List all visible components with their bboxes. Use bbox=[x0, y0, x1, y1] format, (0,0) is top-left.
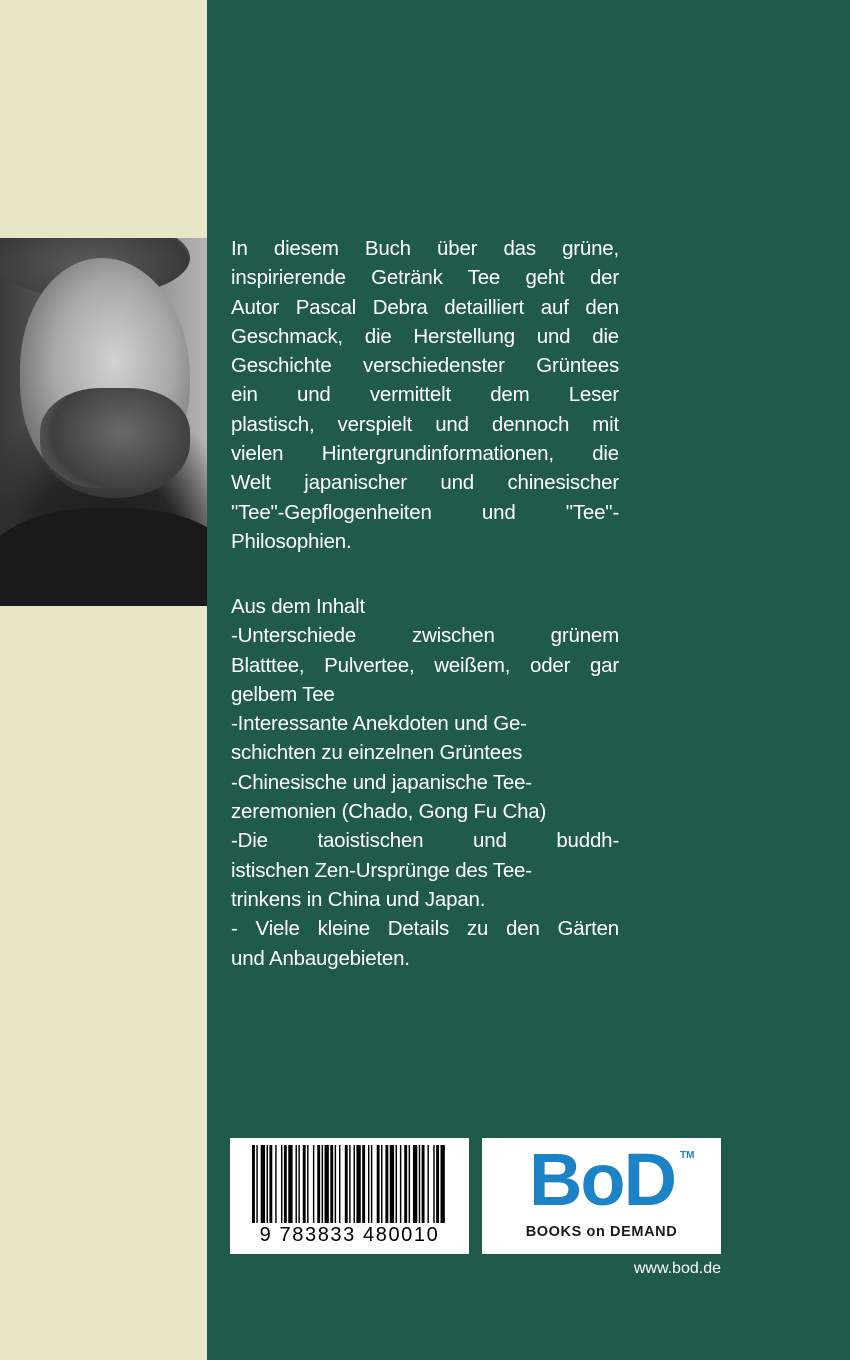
publisher-tagline: BOOKS on DEMAND bbox=[525, 1224, 678, 1240]
blurb-line: vielen Hintergrundinformationen, die bbox=[231, 442, 619, 466]
contents-line: und Anbaugebieten. bbox=[231, 946, 410, 970]
contents-line: -Interessante Anekdoten und Ge- bbox=[231, 712, 527, 736]
publisher-logo bbox=[482, 1138, 721, 1254]
blurb-line: Geschmack, die Herstellung und die bbox=[231, 324, 619, 348]
isbn-barcode bbox=[230, 1138, 469, 1254]
book-blurb bbox=[231, 234, 619, 556]
contents-line: istischen Zen-Ursprünge des Tee- bbox=[231, 858, 532, 882]
trademark-mark: TM bbox=[680, 1150, 695, 1161]
blurb-line: Philosophien. bbox=[231, 529, 352, 553]
blurb-line: inspirierende Getränk Tee geht der bbox=[231, 266, 619, 290]
blurb-line: In diesem Buch über das grüne, bbox=[231, 237, 619, 260]
contents-line: gelbem Tee bbox=[231, 682, 335, 706]
contents-line: -Unterschiede zwischen grünem bbox=[231, 624, 619, 648]
contents-line: -Chinesische und japanische Tee- bbox=[231, 770, 532, 794]
contents-line: Blatttee, Pulvertee, weißem, oder gar bbox=[231, 653, 619, 677]
contents-line: schichten zu einzelnen Grüntees bbox=[231, 741, 523, 765]
publisher-website: www.bod.de bbox=[633, 1260, 721, 1277]
barcode-bars-icon bbox=[252, 1145, 447, 1225]
author-photo-shirt bbox=[0, 508, 207, 606]
contents-line: - Viele kleine Details zu den Gärten bbox=[231, 917, 619, 941]
blurb-line: Welt japanischer und chinesischer bbox=[231, 471, 619, 495]
contents-heading: Aus dem Inhalt bbox=[231, 595, 365, 618]
contents-line: zeremonien (Chado, Gong Fu Cha) bbox=[231, 800, 547, 824]
author-photo-beard bbox=[40, 388, 190, 498]
blurb-line: Geschichte verschiedenster Grüntees bbox=[231, 354, 619, 378]
blurb-line: Autor Pascal Debra detailliert auf den bbox=[231, 295, 619, 319]
bod-logo-text: BoD bbox=[528, 1138, 676, 1221]
blurb-line: ein und vermittelt dem Leser bbox=[231, 383, 619, 407]
blurb-line: "Tee"-Gepflogenheiten und "Tee"- bbox=[231, 500, 619, 524]
contents-line: trinkens in China und Japan. bbox=[231, 887, 486, 911]
contents-line: -Die taoistischen und buddh- bbox=[231, 829, 619, 853]
cover-left-panel bbox=[0, 0, 207, 1360]
contents-list bbox=[231, 592, 619, 973]
barcode-digits: 9 783833 480010 bbox=[259, 1224, 440, 1246]
blurb-line: plastisch, verspielt und dennoch mit bbox=[231, 412, 619, 436]
author-photo bbox=[0, 238, 207, 606]
